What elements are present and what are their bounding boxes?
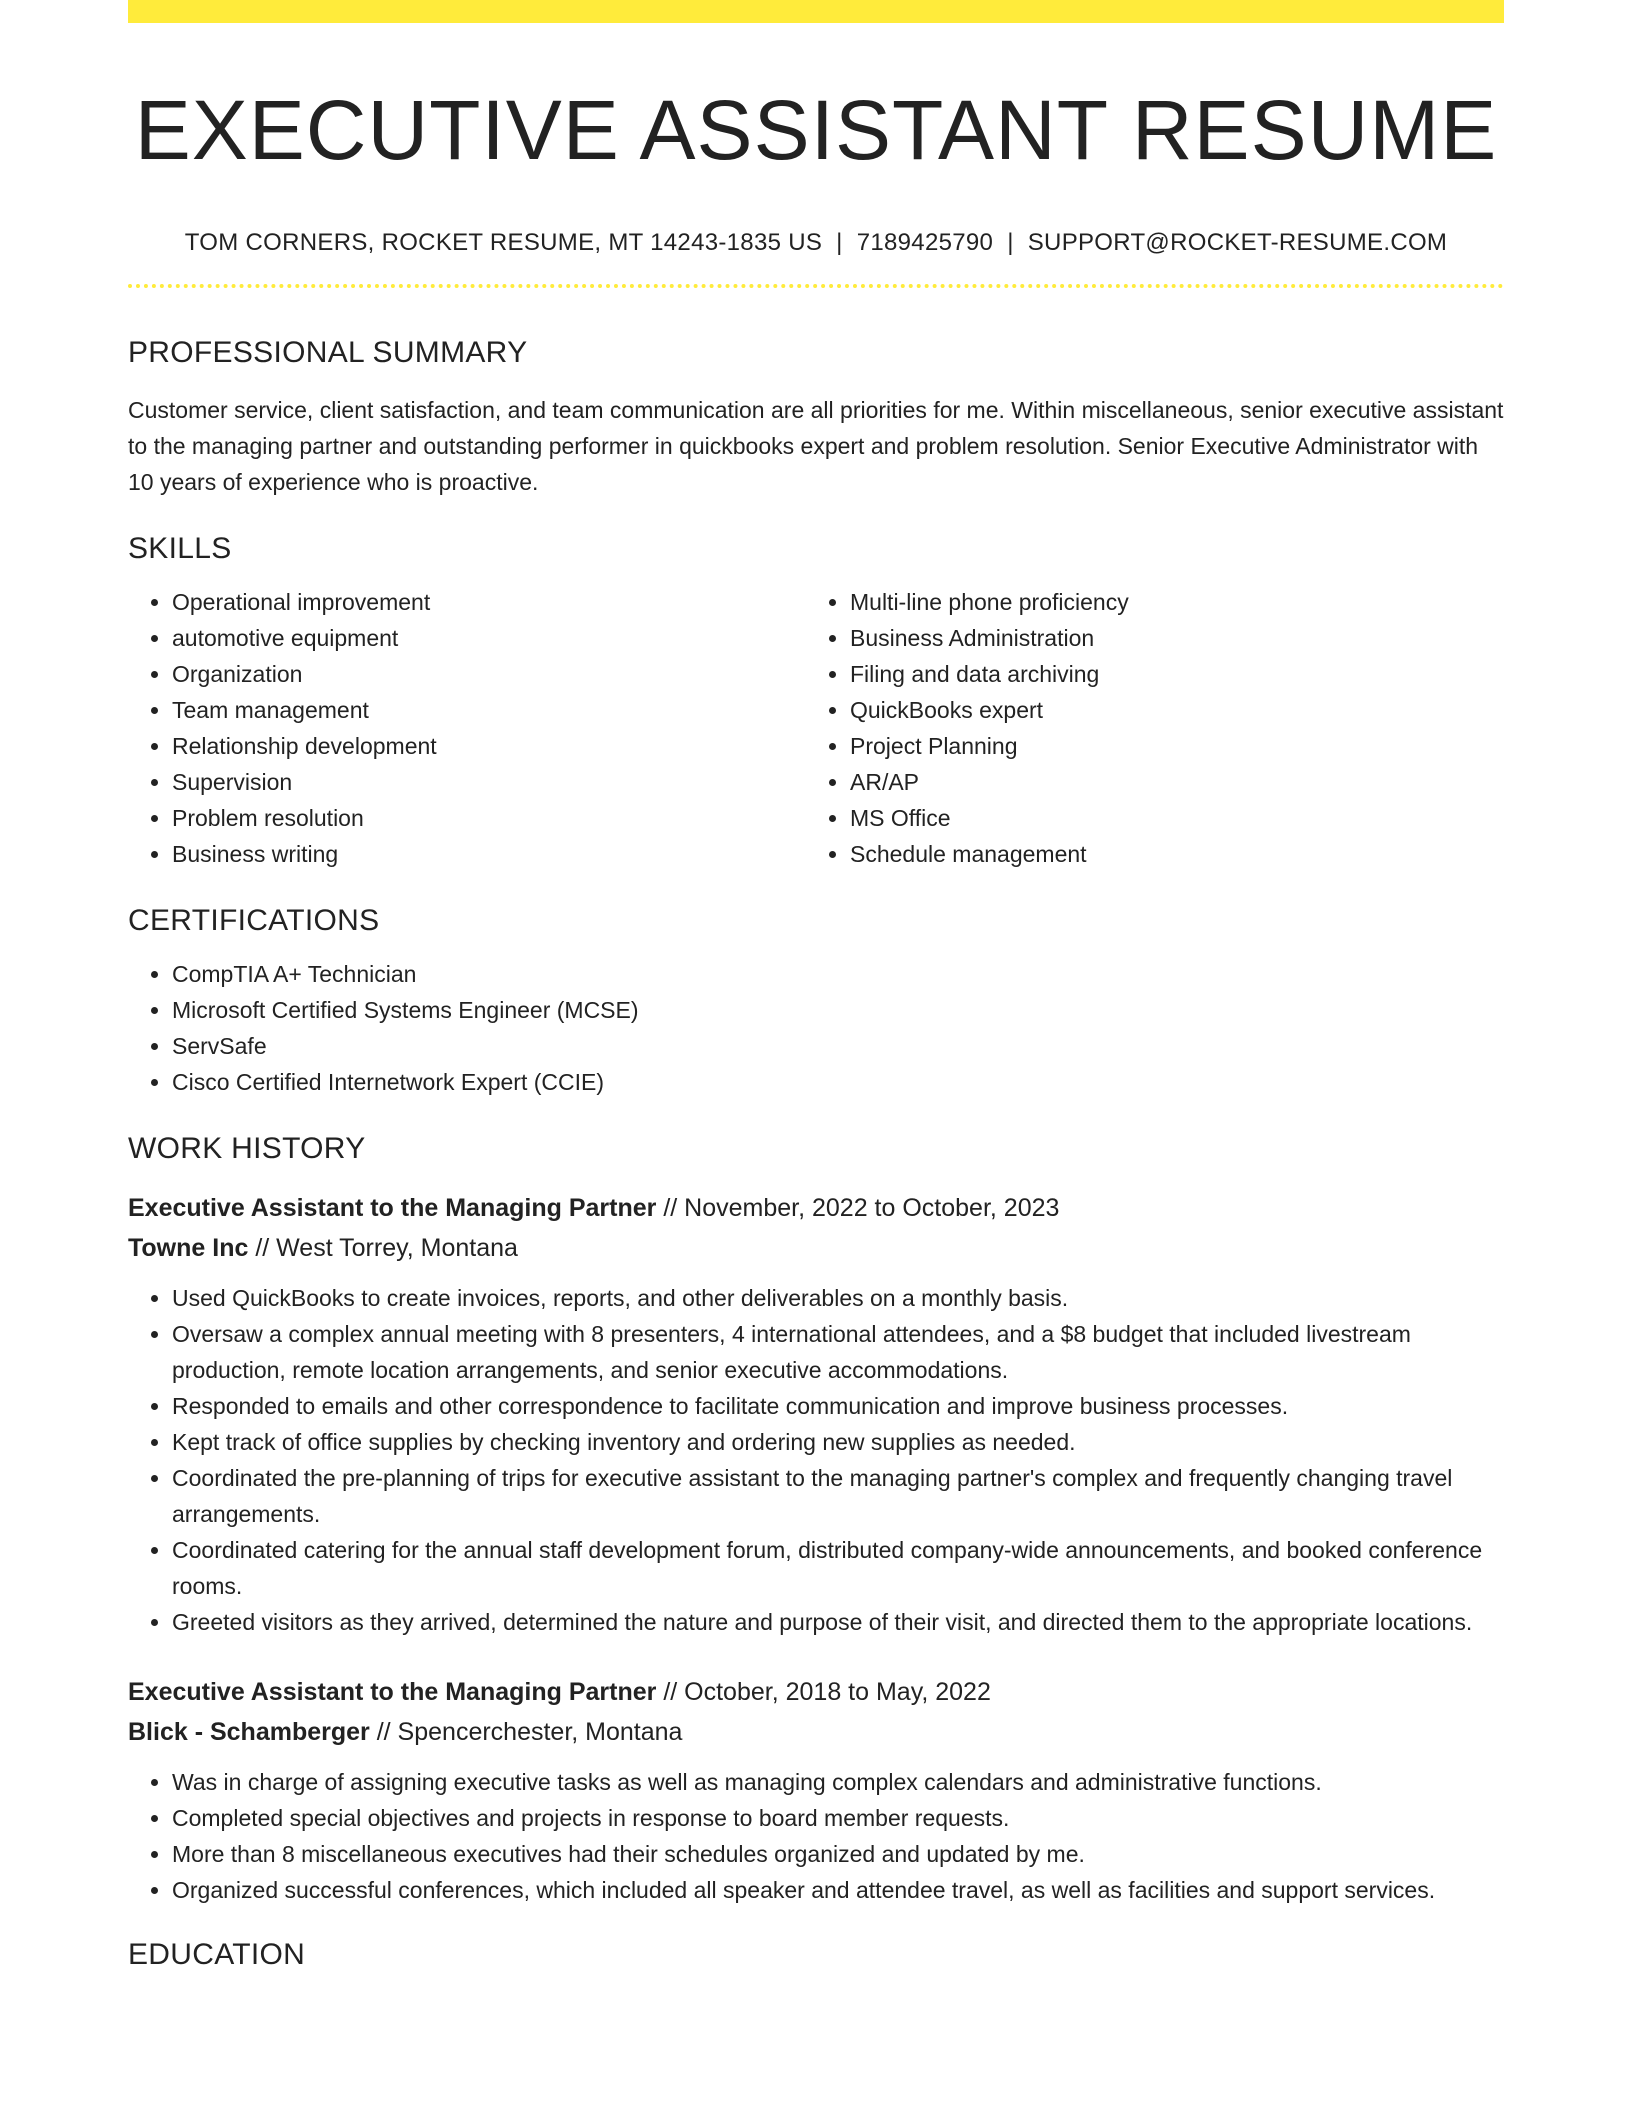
contact-separator: | bbox=[836, 229, 843, 256]
skill-item: • Multi-line phone proficiency bbox=[850, 584, 1484, 620]
resume-content bbox=[128, 0, 1504, 1974]
skill-item: • Business Administration bbox=[850, 620, 1484, 656]
contact-phone: 7189425790 bbox=[856, 229, 994, 256]
job-location: // West Torrey, Montana bbox=[255, 1234, 518, 1262]
job-entry bbox=[128, 1672, 1504, 1908]
job-title: Executive Assistant to the Managing Partner bbox=[128, 1194, 657, 1222]
skills-column-left bbox=[128, 584, 806, 872]
skill-item: • Organization bbox=[172, 656, 806, 692]
contact-separator: | bbox=[1007, 229, 1014, 256]
job-bullet: • Completed special objectives and projects in response to board member requests. bbox=[172, 1800, 1504, 1836]
skill-item: • Project Planning bbox=[850, 728, 1484, 764]
skill-item: • Schedule management bbox=[850, 836, 1484, 872]
job-dates: // October, 2018 to May, 2022 bbox=[663, 1678, 991, 1706]
job-bullet: • Coordinated the pre-planning of trips for executive assistant to the managing partner's complex and frequently changing travel arrangements. bbox=[172, 1460, 1504, 1532]
certification-item: • Cisco Certified Internetwork Expert (CCIE) bbox=[172, 1064, 1504, 1100]
skills-column-right bbox=[806, 584, 1484, 872]
work-history-heading: WORK HISTORY bbox=[128, 1132, 366, 1165]
job-company: Towne Inc bbox=[128, 1234, 249, 1262]
skill-item: • MS Office bbox=[850, 800, 1484, 836]
job-bullet: • More than 8 miscellaneous executives had their schedules organized and updated by me. bbox=[172, 1836, 1504, 1872]
skill-item: • Problem resolution bbox=[172, 800, 806, 836]
job-bullet: • Oversaw a complex annual meeting with 8 presenters, 4 international attendees, and a $8 budget that included livestream production, remote location arrangements, and senior executive accommodations. bbox=[172, 1316, 1504, 1388]
skill-item: • Filing and data archiving bbox=[850, 656, 1484, 692]
skill-item: • Operational improvement bbox=[172, 584, 806, 620]
dotted-divider bbox=[128, 284, 1504, 288]
summary-heading: PROFESSIONAL SUMMARY bbox=[128, 336, 528, 369]
skill-item: • AR/AP bbox=[850, 764, 1484, 800]
contact-line bbox=[128, 228, 1504, 258]
skill-item: • Supervision bbox=[172, 764, 806, 800]
certification-item: • CompTIA A+ Technician bbox=[172, 956, 1504, 992]
job-title: Executive Assistant to the Managing Partner bbox=[128, 1678, 657, 1706]
job-dates: // November, 2022 to October, 2023 bbox=[663, 1194, 1060, 1222]
certifications-list bbox=[128, 956, 1504, 1100]
skill-item: • QuickBooks expert bbox=[850, 692, 1484, 728]
job-title-line bbox=[128, 1672, 1504, 1712]
job-bullet: • Used QuickBooks to create invoices, reports, and other deliverables on a monthly basis. bbox=[172, 1280, 1504, 1316]
certifications-heading: CERTIFICATIONS bbox=[128, 904, 380, 937]
job-bullet: • Coordinated catering for the annual staff development forum, distributed company-wide announcements, and booked conference rooms. bbox=[172, 1532, 1504, 1604]
summary-text: Customer service, client satisfaction, and team communication are all priorities for me. Within miscellaneous, senior executive assistant to the managing partner and outstanding performer in quickbooks expert and problem resolution. Senior Executive Administrator with 10 years of experience who is proactive. bbox=[128, 397, 1504, 495]
job-entry bbox=[128, 1188, 1504, 1640]
skill-item: • Business writing bbox=[172, 836, 806, 872]
job-location: // Spencerchester, Montana bbox=[376, 1718, 683, 1746]
job-company: Blick - Schamberger bbox=[128, 1718, 370, 1746]
contact-email: SUPPORT@ROCKET-RESUME.COM bbox=[1027, 229, 1448, 256]
contact-address: TOM CORNERS, ROCKET RESUME, MT 14243-1835 US bbox=[184, 229, 823, 256]
job-bullet: • Organized successful conferences, which included all speaker and attendee travel, as well as facilities and support services. bbox=[172, 1872, 1504, 1908]
skills-list-right bbox=[806, 584, 1484, 872]
resume-title: EXECUTIVE ASSISTANT RESUME bbox=[134, 83, 1498, 177]
skill-item: • Relationship development bbox=[172, 728, 806, 764]
skill-item: • automotive equipment bbox=[172, 620, 806, 656]
education-heading: EDUCATION bbox=[128, 1938, 306, 1971]
job-bullet: • Was in charge of assigning executive tasks as well as managing complex calendars and administrative functions. bbox=[172, 1764, 1504, 1800]
job-bullets bbox=[128, 1764, 1504, 1908]
job-company-line bbox=[128, 1228, 1504, 1268]
certification-item: • ServSafe bbox=[172, 1028, 1504, 1064]
job-bullet: • Greeted visitors as they arrived, determined the nature and purpose of their visit, and directed them to the appropriate locations. bbox=[172, 1604, 1504, 1640]
skills-list-left bbox=[128, 584, 806, 872]
skills-heading: SKILLS bbox=[128, 532, 232, 565]
job-bullet: • Responded to emails and other correspondence to facilitate communication and improve business processes. bbox=[172, 1388, 1504, 1424]
skill-item: • Team management bbox=[172, 692, 806, 728]
skills-columns bbox=[128, 584, 1504, 872]
job-company-line bbox=[128, 1712, 1504, 1752]
job-title-line bbox=[128, 1188, 1504, 1228]
certification-item: • Microsoft Certified Systems Engineer (MCSE) bbox=[172, 992, 1504, 1028]
job-bullets bbox=[128, 1280, 1504, 1640]
job-bullet: • Kept track of office supplies by checking inventory and ordering new supplies as needed. bbox=[172, 1424, 1504, 1460]
